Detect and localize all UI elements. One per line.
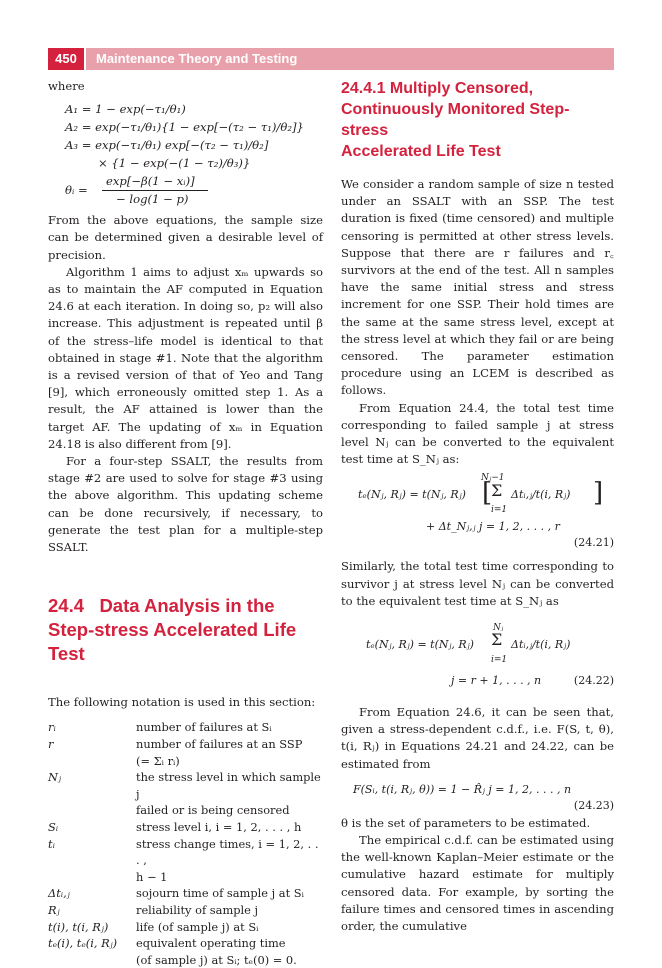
- section-title-line2: Step-stress Accelerated Life Test: [48, 619, 297, 665]
- notation-description: equivalent operating time: [136, 936, 286, 951]
- paragraph-empirical-cdf: The empirical c.d.f. can be estimated using the well-known Kaplan–Meier estimate or the cumulative hazard estimate for multiply censored data. For example, by sorting the failure times and censored times in ascending order, the cumulative: [341, 833, 614, 934]
- eq2-upper-limit: Nⱼ: [493, 623, 504, 634]
- notation-symbol: tᵢ: [48, 836, 55, 851]
- notation-symbol: [48, 869, 136, 886]
- paragraph-four-step: For a four-step SSALT, the results from stage #2 are used to solve for stage #3 using the above algorithm. This updating scheme can be done recursively, if necessary, to generate the test plan for a multiple-step SSALT.: [48, 454, 323, 555]
- eq1-lhs: tₑ(Nⱼ, Rⱼ) = t(Nⱼ, Rⱼ): [358, 488, 466, 502]
- notation-row: [48, 802, 323, 819]
- eq1-upper-limit: Nⱼ−1: [481, 473, 505, 484]
- notation-row: [48, 753, 323, 770]
- equation-A3-continued: [48, 155, 323, 173]
- eq1-lower-limit: i=1: [491, 505, 508, 516]
- eq2-lhs: tₑ(Nⱼ, Rⱼ) = t(Nⱼ, Rⱼ): [366, 638, 474, 652]
- equation-number-24-23: (24.23): [573, 798, 614, 812]
- theta-denominator: − log(1 − p): [116, 192, 189, 207]
- notation-symbol: tₑ(i), tₑ(i, Rⱼ): [48, 936, 118, 951]
- notation-description: number of failures at an SSP: [136, 737, 303, 752]
- eq2-second-line: j = r + 1, . . . , n: [451, 674, 542, 688]
- equation-A3-text: A₃ = exp(−τ₁/θ₁) exp[−(τ₂ − τ₁)/θ₂]: [65, 138, 269, 153]
- equation-24-23: [341, 781, 614, 815]
- equation-A2: [48, 119, 323, 137]
- notation-description: life (of sample j) at Sᵢ: [136, 919, 259, 934]
- subsection-heading-line1: 24.4.1 Multiply Censored,: [341, 80, 534, 97]
- notation-row: [48, 736, 323, 753]
- eq1-right-bracket: ]: [593, 478, 604, 509]
- paragraph-algorithm: Algorithm 1 aims to adjust xₘ upwards so as to maintain the AF computed in Equation 24.6 at each iteration. In doing so, p₂ will also increase. This adjustment is repeated until β of the stress–life model is identical to that obtained in stage #1. Note that the algorithm is a revised version of that of Yeo and Tang [9], which erroneously omitted step 1. As a result, the AF attained is lower than the target AF. The updating of xₘ in Equation 24.18 is also different from [9].: [48, 264, 323, 451]
- notation-symbol: rᵢ: [48, 720, 56, 735]
- subsection-heading-line2: Continuously Monitored Step-stress: [341, 101, 570, 139]
- notation-description: number of failures at Sᵢ: [136, 720, 272, 735]
- equation-A3b-text: × {1 − exp(−(1 − τ₂)/θ₃)}: [98, 156, 251, 171]
- notation-description: stress level i, i = 1, 2, . . . , h: [136, 820, 302, 835]
- equation-A1: [48, 101, 323, 119]
- notation-description: (of sample j) at Sᵢ; tₑ(0) = 0.: [136, 952, 297, 967]
- eq1-second-line: + Δt_Nⱼ,ⱼ j = 1, 2, . . . , r: [426, 520, 560, 534]
- notation-description: failed or is being censored: [136, 803, 290, 818]
- notation-row: [48, 919, 323, 936]
- notation-row: [48, 819, 323, 836]
- section-number: 24.4: [48, 595, 85, 617]
- theta-numerator: exp[−β(1 − xᵢ)]: [106, 174, 195, 189]
- notation-intro: The following notation is used in this section:: [48, 695, 316, 710]
- eq2-lower-limit: i=1: [491, 655, 508, 666]
- notation-row: [48, 769, 323, 802]
- notation-description: sojourn time of sample j at Sᵢ: [136, 886, 304, 901]
- equation-A3: [48, 137, 323, 155]
- equation-24-21: [341, 472, 614, 550]
- eq2-sum-body: Δtᵢ,ⱼ/t(i, Rⱼ): [511, 638, 571, 652]
- notation-description: h − 1: [136, 869, 168, 884]
- notation-symbol: Rⱼ: [48, 903, 60, 917]
- paragraph-stress-dependent-cdf: From Equation 24.6, it can be seen that, given a stress-dependent c.d.f., i.e. F(S, t, θ), t(i, Rⱼ) in Equations 24.21 and 24.22, can be estimated from: [341, 705, 614, 771]
- notation-description: stress change times, i = 1, 2, . . . ,: [136, 836, 319, 868]
- notation-symbol: Nⱼ: [48, 770, 61, 785]
- left-column: [48, 78, 323, 968]
- equation-A1-text: A₁ = 1 − exp(−τ₁/θ₁): [65, 102, 186, 117]
- page-number: 450: [48, 48, 84, 70]
- notation-row: [48, 836, 323, 869]
- notation-table: [48, 719, 323, 968]
- running-header: [48, 48, 614, 70]
- notation-symbol: Sᵢ: [48, 820, 59, 835]
- notation-symbol: Δtᵢ,ⱼ: [48, 886, 70, 901]
- notation-symbol: t(i), t(i, Rⱼ): [48, 919, 109, 934]
- eq1-sum-body: Δtᵢ,ⱼ/t(i, Rⱼ): [511, 488, 571, 502]
- right-column: [341, 78, 614, 935]
- notation-row: [48, 902, 323, 919]
- section-title-line1: Data Analysis in the: [99, 595, 275, 617]
- notation-symbol: [48, 753, 136, 770]
- notation-description: (= Σᵢ rᵢ): [136, 753, 180, 768]
- eq1-sum-sign: Σ: [491, 481, 503, 501]
- equation-theta: [48, 173, 323, 209]
- notation-description: the stress level in which sample j: [136, 770, 321, 801]
- where-text: where: [48, 79, 85, 93]
- notation-row: [48, 719, 323, 736]
- paragraph-random-sample: We consider a random sample of size n tested under an SSALT with an SSP. The test duration is fixed (time censored) and multiple censoring is permitted at other stress levels. Suppose that there are r failures and r꜀ survivors at the end of the test. All n samples have the same initial stress and stress increment for one SSP. Their hold times are the same at the same stress level, except at the stress level at which they fail or are being censored. The parameter estimation procedure using an LCEM is described as follows.: [341, 177, 614, 398]
- eq2-sum-sign: Σ: [491, 630, 503, 650]
- paragraph-survivor: Similarly, the total test time corresponding to survivor j at stress level Nⱼ can be converted to the equivalent test time at S_Nⱼ as: [341, 559, 614, 608]
- eq1-left-bracket: [: [482, 478, 493, 509]
- equation-A2-text: A₂ = exp(−τ₁/θ₁){1 − exp[−(τ₂ − τ₁)/θ₂]}: [65, 120, 304, 135]
- section-heading-24-4: [48, 594, 323, 618]
- notation-row: [48, 935, 323, 952]
- notation-symbol: [48, 802, 136, 819]
- theta-lhs: θᵢ =: [65, 183, 88, 198]
- equation-24-22: [341, 620, 614, 690]
- notation-row: [48, 952, 323, 968]
- running-title: Maintenance Theory and Testing: [86, 48, 614, 70]
- paragraph-sample-size: From the above equations, the sample size can be determined given a desirable level of precision.: [48, 213, 323, 262]
- notation-row: [48, 869, 323, 886]
- equation-number-24-21: (24.21): [573, 536, 614, 550]
- paragraph-eq-24-4: From Equation 24.4, the total test time corresponding to failed sample j at stress level Nⱼ can be converted to the equivalent test time at S_Nⱼ as:: [341, 400, 614, 467]
- equation-number-24-22: (24.22): [573, 674, 614, 688]
- paragraph-theta: θ is the set of parameters to be estimated.: [341, 815, 591, 830]
- notation-description: reliability of sample j: [136, 903, 259, 917]
- eq3-text: F(Sᵢ, t(i, Rⱼ, θ)) = 1 − R̂ⱼ j = 1, 2, . . . , n: [353, 782, 572, 796]
- subsection-heading-line3: Accelerated Life Test: [341, 143, 501, 160]
- notation-symbol: r: [48, 737, 54, 752]
- notation-symbol: [48, 952, 136, 968]
